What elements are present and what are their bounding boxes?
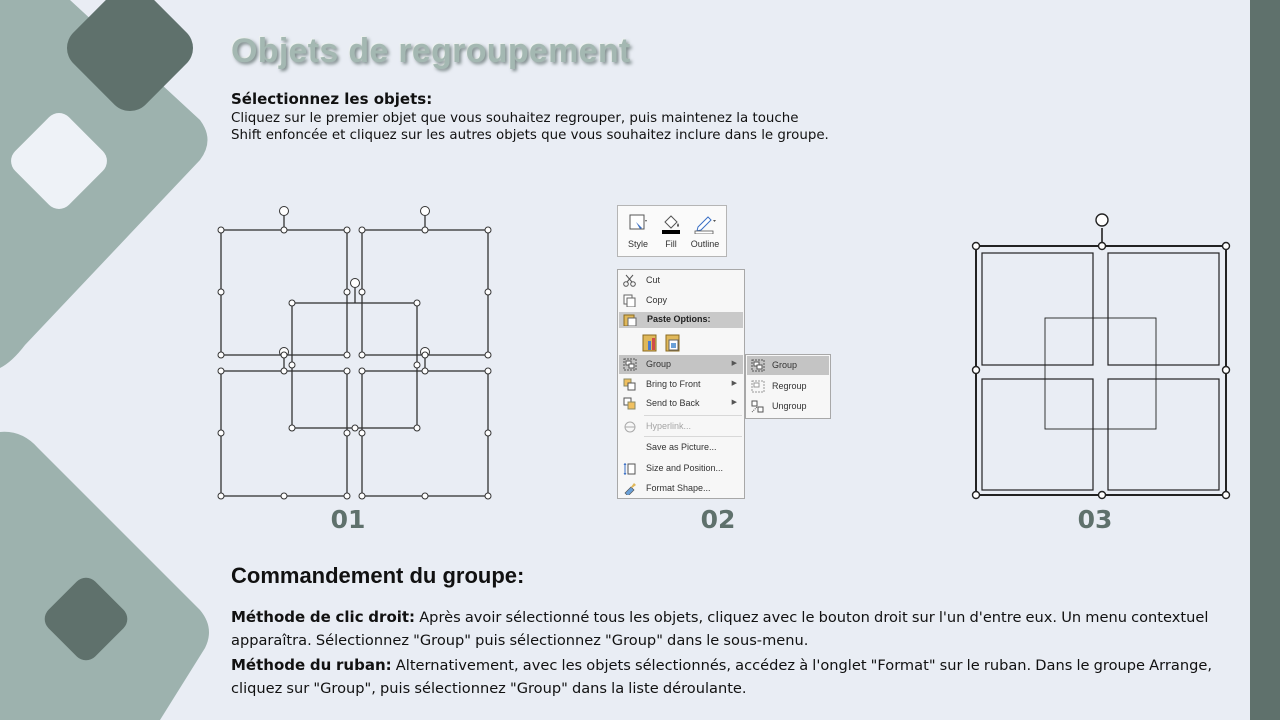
menu-item-copy-label: Copy	[646, 295, 668, 305]
shape-bottom-left[interactable]	[221, 371, 347, 496]
menu-separator	[644, 436, 742, 437]
right-click-method-label: Méthode de clic droit:	[231, 608, 416, 626]
menu-item-hyperlink-label: Hyperlink...	[646, 421, 692, 431]
right-click-method	[231, 606, 1231, 652]
paste-option-icons[interactable]	[642, 332, 686, 354]
command-heading: Commandement du groupe:	[231, 563, 525, 588]
right-click-method-text: Après avoir sélectionné tous les objets, cliquez avec le bouton droit sur l'un d'entre eux. Un menu contextuel apparaîtra. Sélectionnez "Group" puis sélectionnez "Group" dans le sous-menu.	[231, 609, 1209, 649]
menu-item-cut[interactable]	[619, 271, 743, 290]
menu-item-group-label: Group	[646, 359, 672, 369]
menu-item-hyperlink[interactable]	[619, 417, 743, 436]
regroup-icon	[751, 380, 765, 393]
mini-ribbon	[617, 205, 727, 257]
figure-01-selected-shapes	[212, 200, 500, 505]
send-back-icon	[623, 397, 637, 410]
figure-03-grouped-shapes	[968, 208, 1234, 504]
group-submenu	[745, 354, 831, 419]
submenu-item-group[interactable]	[747, 356, 829, 375]
size-position-icon	[623, 462, 637, 475]
page-title: Objets de regroupement	[231, 32, 631, 70]
submenu-ungroup-label: Ungroup	[772, 401, 807, 411]
scissors-icon	[623, 274, 637, 287]
menu-separator	[644, 415, 742, 416]
figure-number-02: 02	[700, 505, 736, 534]
style-icon	[627, 212, 649, 234]
ungroup-icon	[751, 400, 765, 413]
submenu-item-regroup[interactable]	[747, 377, 829, 396]
menu-item-send-back-label: Send to Back	[646, 398, 700, 408]
group-icon	[751, 359, 765, 372]
shape-top-right[interactable]	[362, 230, 488, 355]
menu-header-paste-options	[619, 312, 743, 328]
ribbon-style-button[interactable]	[621, 209, 655, 253]
hyperlink-icon	[623, 420, 637, 433]
submenu-arrow-icon: ▶	[731, 399, 737, 406]
lower-light-shape	[0, 432, 209, 720]
menu-item-group[interactable]	[619, 355, 743, 374]
submenu-group-label: Group	[772, 360, 798, 370]
ribbon-outline-label: Outline	[690, 239, 720, 249]
menu-item-format-shape[interactable]	[619, 479, 743, 498]
menu-item-size-and-position[interactable]	[619, 459, 743, 478]
submenu-arrow-icon: ▶	[731, 380, 737, 387]
ribbon-method-label: Méthode du ruban:	[231, 656, 392, 674]
submenu-arrow-icon: ▶	[731, 360, 737, 367]
menu-header-paste-label: Paste Options:	[647, 314, 711, 324]
select-heading: Sélectionnez les objets:	[231, 90, 433, 108]
menu-item-save-as-picture[interactable]	[619, 438, 743, 457]
menu-item-copy[interactable]	[619, 291, 743, 310]
group-bounding-box[interactable]	[976, 246, 1226, 495]
paste-icon	[623, 313, 637, 326]
ribbon-fill-button[interactable]	[654, 209, 688, 253]
fill-bucket-icon	[660, 212, 682, 234]
outline-pen-icon	[693, 212, 717, 234]
submenu-item-ungroup[interactable]	[747, 397, 829, 416]
ribbon-outline-button[interactable]	[688, 209, 722, 253]
submenu-regroup-label: Regroup	[772, 381, 807, 391]
menu-item-format-shape-label: Format Shape...	[646, 483, 711, 493]
menu-item-size-position-label: Size and Position...	[646, 463, 724, 473]
shape-center[interactable]	[292, 303, 417, 428]
menu-item-save-picture-label: Save as Picture...	[646, 442, 717, 452]
shape-top-left[interactable]	[221, 230, 347, 355]
shape-bottom-right[interactable]	[362, 371, 488, 496]
select-instructions: Cliquez sur le premier objet que vous souhaitez regrouper, puis maintenez la touche Shift enfoncée et cliquez sur les autres objets que vous souhaitez inclure dans le groupe.	[231, 111, 829, 143]
ribbon-style-label: Style	[627, 239, 648, 249]
right-accent-bar	[1250, 0, 1280, 720]
figure-number-03: 03	[1077, 505, 1113, 534]
ribbon-method	[231, 654, 1231, 700]
menu-item-bring-to-front[interactable]	[619, 375, 743, 394]
menu-item-cut-label: Cut	[646, 275, 661, 285]
figure-number-01: 01	[330, 505, 366, 534]
format-shape-icon	[623, 482, 637, 495]
decorative-shapes	[0, 0, 240, 720]
copy-icon	[623, 294, 637, 307]
menu-item-send-to-back[interactable]	[619, 394, 743, 413]
ribbon-method-text: Alternativement, avec les objets sélectionnés, accédez à l'onglet "Format" sur le ruban. Dans le groupe Arrange, cliquez sur "Group", puis sélectionnez "Group" dans la liste déroulante.	[231, 657, 1212, 697]
bring-front-icon	[623, 378, 637, 391]
context-menu	[617, 269, 745, 499]
group-icon	[623, 358, 637, 371]
menu-item-bring-front-label: Bring to Front	[646, 379, 701, 389]
ribbon-fill-label: Fill	[665, 239, 677, 249]
